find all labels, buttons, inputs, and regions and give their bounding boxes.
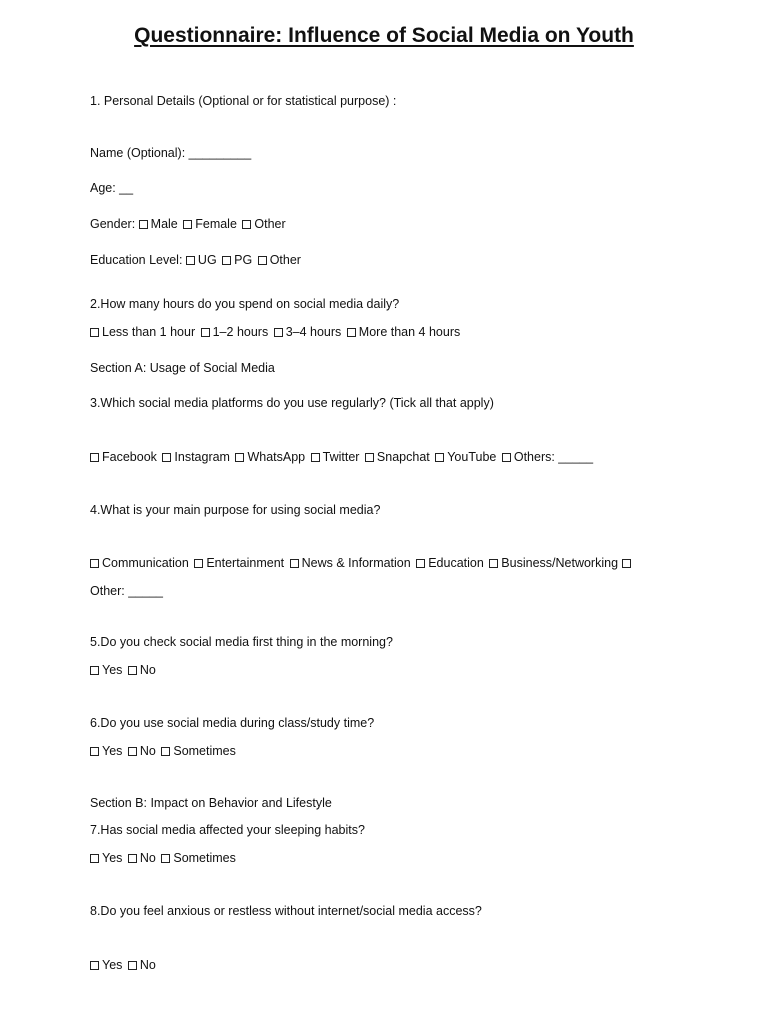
option-label: More than 4 hours xyxy=(358,325,461,339)
checkbox-option[interactable] xyxy=(90,663,122,677)
q4-other-field[interactable]: Other: _____ xyxy=(90,584,163,598)
checkbox-icon[interactable] xyxy=(90,747,99,756)
checkbox-option[interactable] xyxy=(90,851,122,865)
option-label: Other xyxy=(269,253,301,267)
checkbox-icon[interactable] xyxy=(128,666,137,675)
q7-question: 7.Has social media affected your sleeping habits? xyxy=(90,823,365,837)
q8-question: 8.Do you feel anxious or restless without internet/social media access? xyxy=(90,904,482,918)
checkbox-icon[interactable] xyxy=(128,854,137,863)
checkbox-icon[interactable] xyxy=(622,559,631,568)
checkbox-icon[interactable] xyxy=(161,747,170,756)
checkbox-icon[interactable] xyxy=(235,453,244,462)
section-a-heading: Section A: Usage of Social Media xyxy=(90,361,275,375)
option-label: News & Information xyxy=(301,556,411,570)
option-label: Sometimes xyxy=(173,851,236,865)
checkbox-option[interactable] xyxy=(90,450,157,464)
option-label: Others: _____ xyxy=(513,450,594,464)
checkbox-icon[interactable] xyxy=(128,961,137,970)
checkbox-option[interactable] xyxy=(242,217,285,231)
education-row xyxy=(90,253,301,267)
q8-options xyxy=(90,958,156,972)
checkbox-icon[interactable] xyxy=(90,453,99,462)
education-label: Education Level: xyxy=(90,253,183,267)
checkbox-option[interactable] xyxy=(235,450,305,464)
option-label: No xyxy=(139,744,156,758)
checkbox-icon[interactable] xyxy=(242,220,251,229)
checkbox-option[interactable] xyxy=(128,744,156,758)
q7-options xyxy=(90,851,236,865)
checkbox-option[interactable] xyxy=(365,450,430,464)
checkbox-icon[interactable] xyxy=(90,328,99,337)
option-label: PG xyxy=(234,253,253,267)
checkbox-icon[interactable] xyxy=(162,453,171,462)
section-b-heading: Section B: Impact on Behavior and Lifestyle xyxy=(90,796,332,810)
checkbox-option[interactable] xyxy=(502,450,593,464)
checkbox-icon[interactable] xyxy=(489,559,498,568)
checkbox-option[interactable] xyxy=(489,556,618,570)
checkbox-option[interactable] xyxy=(162,450,230,464)
page-title: Questionnaire: Influence of Social Media on Youth xyxy=(134,24,634,47)
gender-options xyxy=(139,217,286,231)
option-label: Business/Networking xyxy=(501,556,619,570)
checkbox-icon[interactable] xyxy=(435,453,444,462)
option-label: WhatsApp xyxy=(247,450,306,464)
checkbox-icon[interactable] xyxy=(139,220,148,229)
checkbox-icon[interactable] xyxy=(186,256,195,265)
option-label: Female xyxy=(195,217,237,231)
checkbox-icon[interactable] xyxy=(90,666,99,675)
education-options xyxy=(186,253,301,267)
checkbox-option[interactable] xyxy=(128,663,156,677)
checkbox-option[interactable] xyxy=(274,325,342,339)
checkbox-icon[interactable] xyxy=(128,747,137,756)
checkbox-option[interactable] xyxy=(161,744,236,758)
checkbox-icon[interactable] xyxy=(90,961,99,970)
checkbox-option[interactable] xyxy=(90,556,189,570)
option-label: Communication xyxy=(102,556,189,570)
option-label: No xyxy=(139,958,156,972)
checkbox-option[interactable] xyxy=(139,217,178,231)
checkbox-icon[interactable] xyxy=(365,453,374,462)
checkbox-icon[interactable] xyxy=(274,328,283,337)
personal-details-heading: 1. Personal Details (Optional or for statistical purpose) : xyxy=(90,94,397,108)
option-label: Less than 1 hour xyxy=(102,325,196,339)
checkbox-option[interactable] xyxy=(258,253,301,267)
option-label: Instagram xyxy=(174,450,230,464)
checkbox-icon[interactable] xyxy=(502,453,511,462)
checkbox-icon[interactable] xyxy=(90,854,99,863)
option-label: No xyxy=(139,663,156,677)
option-label: 1–2 hours xyxy=(212,325,269,339)
checkbox-option[interactable] xyxy=(90,958,122,972)
checkbox-option[interactable] xyxy=(90,744,122,758)
checkbox-icon[interactable] xyxy=(290,559,299,568)
checkbox-option[interactable] xyxy=(222,253,252,267)
checkbox-icon[interactable] xyxy=(222,256,231,265)
checkbox-option[interactable] xyxy=(311,450,360,464)
q5-options xyxy=(90,663,156,677)
q6-options xyxy=(90,744,236,758)
option-label: 3–4 hours xyxy=(285,325,342,339)
option-label: Yes xyxy=(102,958,123,972)
checkbox-option[interactable] xyxy=(201,325,269,339)
checkbox-option[interactable] xyxy=(347,325,460,339)
checkbox-option[interactable] xyxy=(186,253,217,267)
checkbox-icon[interactable] xyxy=(347,328,356,337)
option-label: UG xyxy=(197,253,217,267)
checkbox-icon[interactable] xyxy=(183,220,192,229)
age-field[interactable]: Age: __ xyxy=(90,181,134,195)
option-label: Entertainment xyxy=(206,556,285,570)
option-label: Facebook xyxy=(102,450,157,464)
checkbox-option[interactable] xyxy=(161,851,236,865)
option-label: YouTube xyxy=(447,450,497,464)
q5-question: 5.Do you check social media first thing in the morning? xyxy=(90,635,393,649)
option-label: Education xyxy=(428,556,484,570)
name-field[interactable]: Name (Optional): _________ xyxy=(90,146,252,160)
option-label: Yes xyxy=(102,851,123,865)
option-label: Yes xyxy=(102,744,123,758)
gender-label: Gender: xyxy=(90,217,136,231)
option-label: Other xyxy=(254,217,286,231)
gender-row xyxy=(90,217,286,231)
checkbox-option[interactable] xyxy=(194,556,284,570)
checkbox-icon[interactable] xyxy=(416,559,425,568)
q6-question: 6.Do you use social media during class/study time? xyxy=(90,716,375,730)
checkbox-option[interactable] xyxy=(183,217,237,231)
checkbox-icon[interactable] xyxy=(90,559,99,568)
q2-question: 2.How many hours do you spend on social media daily? xyxy=(90,297,400,311)
checkbox-icon[interactable] xyxy=(311,453,320,462)
checkbox-option[interactable] xyxy=(435,450,496,464)
checkbox-option[interactable] xyxy=(128,851,156,865)
option-label: Snapchat xyxy=(376,450,430,464)
q4-options xyxy=(90,556,634,570)
checkbox-icon[interactable] xyxy=(201,328,210,337)
checkbox-icon[interactable] xyxy=(194,559,203,568)
checkbox-option[interactable] xyxy=(128,958,156,972)
checkbox-icon[interactable] xyxy=(258,256,267,265)
checkbox-option[interactable] xyxy=(416,556,484,570)
option-label: Twitter xyxy=(322,450,360,464)
option-label: No xyxy=(139,851,156,865)
checkbox-option[interactable] xyxy=(90,325,195,339)
q3-question: 3.Which social media platforms do you use regularly? (Tick all that apply) xyxy=(90,396,494,410)
q4-question: 4.What is your main purpose for using social media? xyxy=(90,503,381,517)
checkbox-icon[interactable] xyxy=(161,854,170,863)
q2-options xyxy=(90,325,460,339)
option-label: Yes xyxy=(102,663,123,677)
q3-options xyxy=(90,450,593,464)
option-label: Male xyxy=(150,217,178,231)
checkbox-option[interactable] xyxy=(290,556,411,570)
option-label: Sometimes xyxy=(173,744,236,758)
